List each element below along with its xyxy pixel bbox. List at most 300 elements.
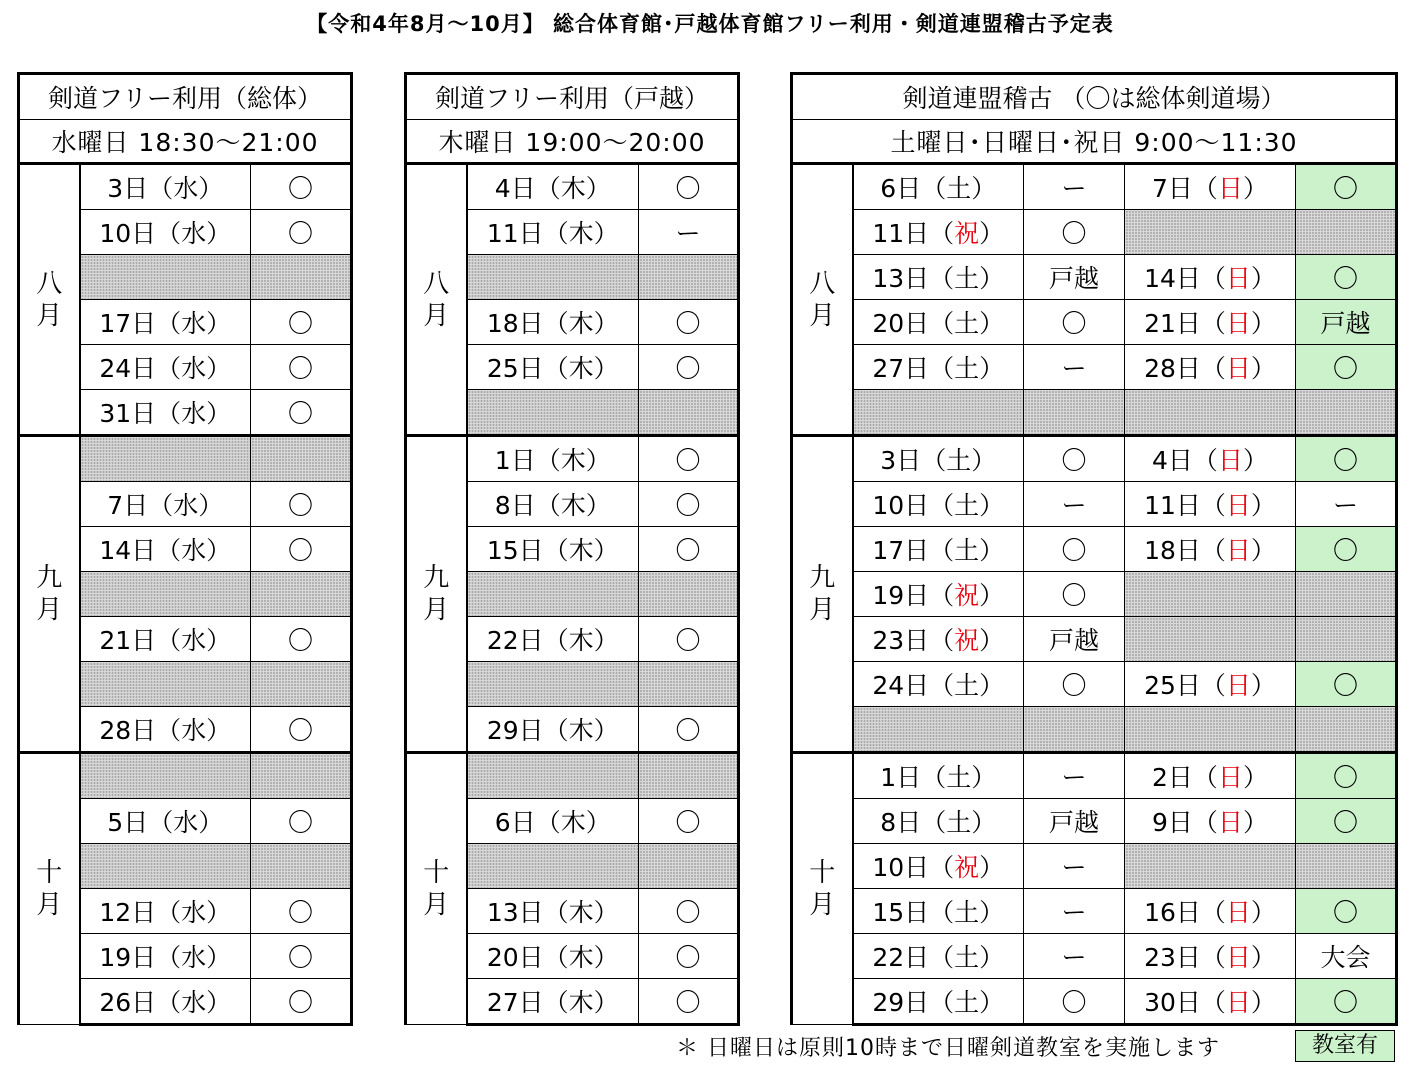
- blank-cell: [1125, 572, 1296, 617]
- month-label: 十 月: [406, 753, 467, 1025]
- circle-mark-icon: 〇: [288, 626, 314, 655]
- circle-mark-icon: 〇: [288, 219, 314, 248]
- date-cell: [80, 527, 251, 572]
- date-text: 14日（: [1144, 264, 1226, 293]
- date-cell: [80, 707, 251, 753]
- status-cell: [1296, 979, 1397, 1025]
- status-cell: [639, 799, 739, 844]
- date-text: 29日（木）: [486, 716, 619, 745]
- circle-mark-icon: 〇: [675, 354, 701, 383]
- date-cell: [80, 300, 251, 345]
- status-cell: [251, 707, 352, 753]
- table-row: [792, 799, 1397, 844]
- date-cell: 7日（日）: [1125, 164, 1296, 210]
- date-cell: 10日（祝）: [853, 844, 1024, 889]
- status-cell: [1296, 345, 1397, 390]
- date-text: 1日（土）: [880, 763, 997, 792]
- classroom-legend: 教室有: [1295, 1030, 1395, 1062]
- table-row: [792, 255, 1397, 300]
- date-cell: 19日（祝）: [853, 572, 1024, 617]
- date-cell: 28日（日）: [1125, 345, 1296, 390]
- date-cell: [80, 934, 251, 979]
- blank-cell: [1296, 844, 1397, 889]
- circle-mark-icon: 〇: [675, 943, 701, 972]
- month-label: 九 月: [792, 436, 853, 753]
- sunday-text: 日: [1225, 988, 1251, 1017]
- status-cell: [251, 617, 352, 662]
- status-cell: [1024, 979, 1125, 1025]
- sunday-text: 日: [1225, 671, 1251, 700]
- date-text: 9日（: [1152, 808, 1218, 837]
- circle-mark-icon: 〇: [1333, 446, 1359, 475]
- circle-mark-icon: 〇: [1333, 264, 1359, 293]
- date-text: 8日（土）: [880, 808, 997, 837]
- table-kendo-federation-practice: [790, 72, 1398, 1026]
- sunday-text: 日: [1225, 309, 1251, 338]
- date-text: 4日（: [1152, 446, 1218, 475]
- date-cell: [80, 482, 251, 527]
- status-cell: [639, 979, 739, 1025]
- location-note: 戸越: [1048, 264, 1099, 293]
- dash-mark-icon: ー: [1061, 943, 1087, 972]
- blank-cell: [251, 662, 352, 707]
- table-row: [792, 753, 1397, 799]
- status-cell: [639, 345, 739, 390]
- status-cell: [1024, 572, 1125, 617]
- status-cell: [251, 889, 352, 934]
- circle-mark-icon: 〇: [675, 626, 701, 655]
- status-cell: [251, 345, 352, 390]
- status-cell: [1296, 889, 1397, 934]
- date-text: 15日（土）: [872, 898, 1005, 927]
- blank-cell: [639, 390, 739, 436]
- date-cell: [467, 979, 639, 1025]
- blank-cell: [1296, 707, 1397, 753]
- blank-cell: [467, 662, 639, 707]
- date-cell: 23日（日）: [1125, 934, 1296, 979]
- table-row: [792, 662, 1397, 707]
- blank-cell: [80, 572, 251, 617]
- date-text: 2日（: [1152, 763, 1218, 792]
- month-label: 九 月: [406, 436, 467, 753]
- table-row: [792, 345, 1397, 390]
- date-cell: [80, 164, 251, 210]
- table-schedule: 木曜日 19:00～20:00: [406, 120, 739, 164]
- blank-cell: [1296, 210, 1397, 255]
- holiday-text: 祝: [954, 581, 980, 610]
- dash-mark-icon: ー: [1061, 174, 1087, 203]
- date-text: 1日（木）: [494, 446, 611, 475]
- date-text: 28日（水）: [99, 716, 232, 745]
- blank-cell: [639, 572, 739, 617]
- table-row: [19, 753, 352, 799]
- date-text: 31日（水）: [99, 399, 232, 428]
- sunday-text: 日: [1225, 898, 1251, 927]
- date-text: 21日（水）: [99, 626, 232, 655]
- blank-cell: [467, 390, 639, 436]
- location-note: 大会: [1320, 943, 1371, 972]
- date-cell: [467, 164, 639, 210]
- date-cell: [853, 799, 1024, 844]
- status-cell: [1024, 482, 1125, 527]
- circle-mark-icon: 〇: [288, 716, 314, 745]
- circle-mark-icon: 〇: [288, 943, 314, 972]
- table-row: [792, 482, 1397, 527]
- blank-cell: [467, 572, 639, 617]
- circle-mark-icon: 〇: [675, 446, 701, 475]
- blank-cell: [639, 753, 739, 799]
- sunday-text: 日: [1225, 491, 1251, 520]
- sunday-text: 日: [1225, 354, 1251, 383]
- table-row: [792, 436, 1397, 482]
- blank-cell: [639, 255, 739, 300]
- circle-mark-icon: 〇: [675, 808, 701, 837]
- date-text: 10日（土）: [872, 491, 1005, 520]
- status-cell: [251, 934, 352, 979]
- circle-mark-icon: 〇: [675, 898, 701, 927]
- sunday-text: 日: [1225, 943, 1251, 972]
- table-row: [19, 164, 352, 210]
- date-text: 13日（木）: [486, 898, 619, 927]
- table-row: [792, 527, 1397, 572]
- table-row: [792, 390, 1397, 436]
- table-row: [792, 707, 1397, 753]
- sunday-text: 日: [1225, 264, 1251, 293]
- date-text: 13日（土）: [872, 264, 1005, 293]
- blank-cell: [1125, 210, 1296, 255]
- status-cell: [1296, 300, 1397, 345]
- status-cell: [1296, 662, 1397, 707]
- status-cell: [1024, 617, 1125, 662]
- blank-cell: [639, 844, 739, 889]
- blank-cell: [251, 436, 352, 482]
- dash-mark-icon: ー: [1061, 763, 1087, 792]
- date-text: 23日（: [1144, 943, 1226, 972]
- date-text: 22日（土）: [872, 943, 1005, 972]
- status-cell: [1024, 799, 1125, 844]
- status-cell: [1296, 799, 1397, 844]
- status-cell: [639, 527, 739, 572]
- sunday-text: 日: [1217, 446, 1243, 475]
- blank-cell: [467, 753, 639, 799]
- holiday-text: 祝: [954, 853, 980, 882]
- date-cell: 4日（日）: [1125, 436, 1296, 482]
- table-row: [406, 753, 739, 799]
- blank-cell: [1024, 390, 1125, 436]
- status-cell: [251, 799, 352, 844]
- circle-mark-icon: 〇: [288, 354, 314, 383]
- holiday-text: 祝: [954, 626, 980, 655]
- holiday-text: 祝: [954, 219, 980, 248]
- status-cell: [251, 979, 352, 1025]
- date-text: 5日（水）: [107, 808, 224, 837]
- circle-mark-icon: 〇: [1333, 354, 1359, 383]
- date-text: 19日（: [872, 581, 955, 610]
- date-text: 29日（土）: [872, 988, 1005, 1017]
- table-row: [792, 889, 1397, 934]
- date-cell: 18日（日）: [1125, 527, 1296, 572]
- date-text: 15日（木）: [486, 536, 619, 565]
- date-text: 7日（水）: [107, 491, 224, 520]
- date-text: 3日（水）: [107, 174, 224, 203]
- circle-mark-icon: 〇: [288, 309, 314, 338]
- date-cell: [853, 979, 1024, 1025]
- dash-mark-icon: ー: [1061, 853, 1087, 882]
- date-text: 10日（: [872, 853, 955, 882]
- status-cell: [1024, 934, 1125, 979]
- circle-mark-icon: 〇: [288, 536, 314, 565]
- dash-mark-icon: ー: [1061, 491, 1087, 520]
- date-text: 17日（土）: [872, 536, 1005, 565]
- date-cell: [853, 934, 1024, 979]
- date-cell: [467, 799, 639, 844]
- location-note: 戸越: [1048, 808, 1099, 837]
- sunday-text: 日: [1225, 536, 1251, 565]
- circle-mark-icon: 〇: [288, 808, 314, 837]
- date-cell: [467, 707, 639, 753]
- date-text: 11日（木）: [486, 219, 619, 248]
- blank-cell: [853, 390, 1024, 436]
- status-cell: [1024, 753, 1125, 799]
- date-cell: [80, 617, 251, 662]
- month-label: 十 月: [792, 753, 853, 1025]
- status-cell: [251, 390, 352, 436]
- blank-cell: [1125, 707, 1296, 753]
- date-text: 24日（水）: [99, 354, 232, 383]
- month-label: 八 月: [406, 164, 467, 436]
- date-cell: 2日（日）: [1125, 753, 1296, 799]
- status-cell: [1296, 164, 1397, 210]
- blank-cell: [1125, 390, 1296, 436]
- status-cell: [639, 482, 739, 527]
- location-note: 戸越: [1320, 309, 1371, 338]
- status-cell: [1024, 255, 1125, 300]
- blank-cell: [639, 662, 739, 707]
- table-row: [792, 617, 1397, 662]
- status-cell: [1024, 345, 1125, 390]
- table-row: [792, 300, 1397, 345]
- date-text: 20日（土）: [872, 309, 1005, 338]
- date-cell: [80, 210, 251, 255]
- date-cell: [853, 482, 1024, 527]
- blank-cell: [467, 844, 639, 889]
- status-cell: [1024, 889, 1125, 934]
- date-cell: [80, 979, 251, 1025]
- circle-mark-icon: 〇: [288, 174, 314, 203]
- table-heading: 剣道連盟稽古 （〇は総体剣道場）: [792, 74, 1397, 120]
- circle-mark-icon: 〇: [675, 309, 701, 338]
- date-cell: [853, 300, 1024, 345]
- blank-cell: [251, 255, 352, 300]
- circle-mark-icon: 〇: [1061, 988, 1087, 1017]
- date-text: 25日（木）: [486, 354, 619, 383]
- status-cell: [639, 889, 739, 934]
- blank-cell: [251, 753, 352, 799]
- table-heading: 剣道フリー利用（戸越）: [406, 74, 739, 120]
- table-schedule: 水曜日 18:30～21:00: [19, 120, 352, 164]
- status-cell: [1296, 753, 1397, 799]
- date-cell: [853, 345, 1024, 390]
- sunday-text: 日: [1217, 763, 1243, 792]
- blank-cell: [1125, 617, 1296, 662]
- status-cell: [251, 164, 352, 210]
- blank-cell: [853, 707, 1024, 753]
- date-cell: [467, 617, 639, 662]
- date-text: 12日（水）: [99, 898, 232, 927]
- date-cell: 25日（日）: [1125, 662, 1296, 707]
- date-cell: [853, 889, 1024, 934]
- location-note: 戸越: [1048, 626, 1099, 655]
- blank-cell: [1296, 390, 1397, 436]
- circle-mark-icon: 〇: [1333, 536, 1359, 565]
- date-cell: [80, 390, 251, 436]
- status-cell: [251, 527, 352, 572]
- blank-cell: [1296, 572, 1397, 617]
- table-row: [792, 210, 1397, 255]
- date-text: 27日（木）: [486, 988, 619, 1017]
- status-cell: [251, 300, 352, 345]
- circle-mark-icon: 〇: [1333, 808, 1359, 837]
- status-cell: [1296, 934, 1397, 979]
- date-text: 19日（水）: [99, 943, 232, 972]
- date-cell: 11日（祝）: [853, 210, 1024, 255]
- circle-mark-icon: 〇: [1061, 581, 1087, 610]
- circle-mark-icon: 〇: [1333, 763, 1359, 792]
- date-text: 23日（: [872, 626, 955, 655]
- table-free-use-sogotai: [17, 72, 353, 1026]
- blank-cell: [80, 844, 251, 889]
- blank-cell: [1125, 844, 1296, 889]
- status-cell: [639, 300, 739, 345]
- status-cell: [1296, 436, 1397, 482]
- circle-mark-icon: 〇: [1061, 446, 1087, 475]
- blank-cell: [80, 662, 251, 707]
- date-text: 4日（木）: [494, 174, 611, 203]
- date-cell: [467, 345, 639, 390]
- status-cell: [1024, 210, 1125, 255]
- circle-mark-icon: 〇: [288, 491, 314, 520]
- status-cell: [251, 482, 352, 527]
- table-heading: 剣道フリー利用（総体）: [19, 74, 352, 120]
- date-text: 6日（土）: [880, 174, 997, 203]
- date-cell: [467, 436, 639, 482]
- table-schedule: 土曜日･日曜日･祝日 9:00～11:30: [792, 120, 1397, 164]
- status-cell: [1024, 436, 1125, 482]
- blank-cell: [80, 753, 251, 799]
- date-cell: [467, 527, 639, 572]
- date-cell: [80, 889, 251, 934]
- date-text: 25日（: [1144, 671, 1226, 700]
- date-text: 11日（: [872, 219, 955, 248]
- footer-note: ＊ 日曜日は原則10時まで日曜剣道教室を実施します: [676, 1036, 1220, 1061]
- circle-mark-icon: 〇: [1061, 671, 1087, 700]
- blank-cell: [80, 255, 251, 300]
- month-label: 八 月: [19, 164, 80, 436]
- date-text: 20日（木）: [486, 943, 619, 972]
- sunday-text: 日: [1217, 174, 1243, 203]
- status-cell: [639, 436, 739, 482]
- date-cell: 16日（日）: [1125, 889, 1296, 934]
- circle-mark-icon: 〇: [1333, 898, 1359, 927]
- blank-cell: [1024, 707, 1125, 753]
- date-cell: 9日（日）: [1125, 799, 1296, 844]
- circle-mark-icon: 〇: [1333, 174, 1359, 203]
- table-row: [792, 572, 1397, 617]
- status-cell: [639, 164, 739, 210]
- status-cell: [639, 210, 739, 255]
- date-text: 18日（: [1144, 536, 1226, 565]
- table-row: [792, 979, 1397, 1025]
- date-cell: [467, 934, 639, 979]
- status-cell: [639, 934, 739, 979]
- blank-cell: [251, 572, 352, 617]
- page-title: 【令和4年8月～10月】 総合体育館･戸越体育館フリー利用・剣道連盟稽古予定表: [306, 12, 1114, 36]
- date-cell: [80, 345, 251, 390]
- month-label: 八 月: [792, 164, 853, 436]
- blank-cell: [251, 844, 352, 889]
- date-cell: [853, 527, 1024, 572]
- date-cell: 14日（日）: [1125, 255, 1296, 300]
- status-cell: [1296, 255, 1397, 300]
- date-text: 18日（木）: [486, 309, 619, 338]
- date-text: 17日（水）: [99, 309, 232, 338]
- status-cell: [1296, 482, 1397, 527]
- date-cell: [467, 300, 639, 345]
- status-cell: [1024, 844, 1125, 889]
- circle-mark-icon: 〇: [288, 988, 314, 1017]
- circle-mark-icon: 〇: [1061, 536, 1087, 565]
- circle-mark-icon: 〇: [288, 898, 314, 927]
- date-cell: [853, 255, 1024, 300]
- month-label: 十 月: [19, 753, 80, 1025]
- dash-mark-icon: ー: [1061, 898, 1087, 927]
- circle-mark-icon: 〇: [288, 399, 314, 428]
- status-cell: [639, 707, 739, 753]
- dash-mark-icon: ー: [675, 219, 701, 248]
- table-row: [19, 436, 352, 482]
- date-text: 7日（: [1152, 174, 1218, 203]
- date-text: 21日（: [1144, 309, 1226, 338]
- status-cell: [1024, 527, 1125, 572]
- date-cell: [853, 753, 1024, 799]
- date-text: 28日（: [1144, 354, 1226, 383]
- status-cell: [1024, 662, 1125, 707]
- date-text: 27日（土）: [872, 354, 1005, 383]
- table-row: [406, 164, 739, 210]
- status-cell: [251, 210, 352, 255]
- date-text: 8日（木）: [494, 491, 611, 520]
- sunday-text: 日: [1217, 808, 1243, 837]
- date-text: 24日（土）: [872, 671, 1005, 700]
- table-row: [792, 164, 1397, 210]
- circle-mark-icon: 〇: [675, 988, 701, 1017]
- status-cell: [1024, 300, 1125, 345]
- status-cell: [1296, 527, 1397, 572]
- table-row: [792, 934, 1397, 979]
- circle-mark-icon: 〇: [675, 716, 701, 745]
- circle-mark-icon: 〇: [1061, 219, 1087, 248]
- date-text: 26日（水）: [99, 988, 232, 1017]
- circle-mark-icon: 〇: [675, 491, 701, 520]
- date-text: 3日（土）: [880, 446, 997, 475]
- circle-mark-icon: 〇: [1333, 988, 1359, 1017]
- date-text: 16日（: [1144, 898, 1226, 927]
- date-text: 11日（: [1144, 491, 1226, 520]
- circle-mark-icon: 〇: [675, 174, 701, 203]
- date-cell: [853, 436, 1024, 482]
- date-cell: [467, 210, 639, 255]
- circle-mark-icon: 〇: [675, 536, 701, 565]
